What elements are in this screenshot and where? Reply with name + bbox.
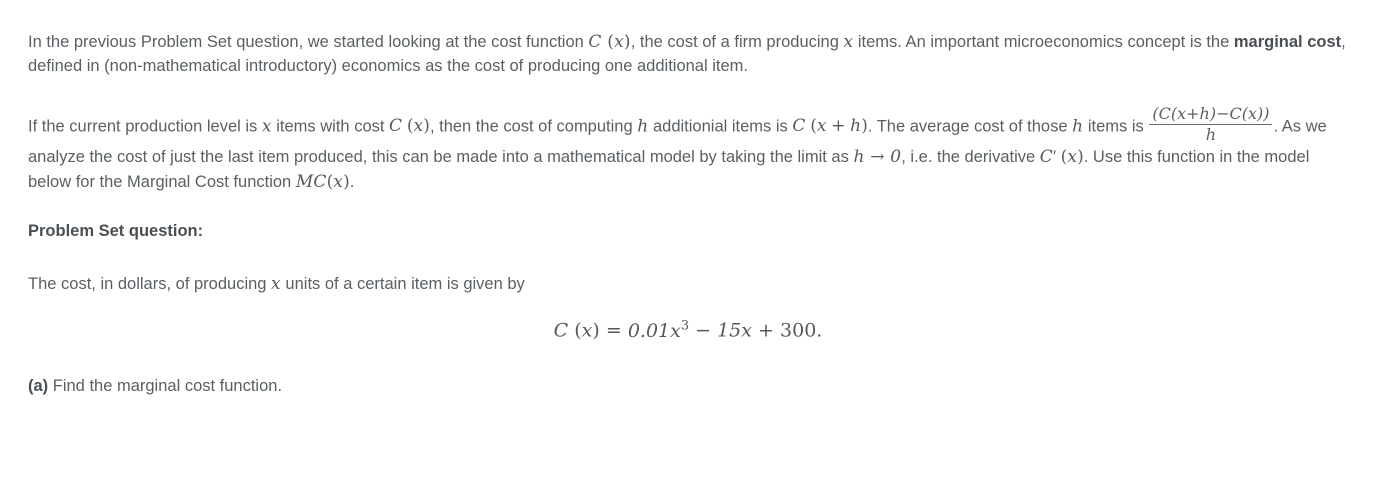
displayed-equation [28, 317, 1348, 345]
deriv-text-5: . The average cost of those [867, 117, 1073, 136]
math-h-2: h [1072, 116, 1084, 137]
deriv-text-1: If the current production level is [28, 117, 262, 136]
intro-text-2: , the cost of a firm producing [630, 33, 844, 51]
intro-text-1: In the previous Problem Set question, we started looking at the cost function [28, 33, 589, 51]
paragraph-intro [28, 30, 1348, 79]
math-cost-function: C (x) [588, 32, 631, 52]
paragraph-derivation [28, 105, 1348, 195]
equation-term-cubic: $0.01x^3$ [627, 318, 690, 342]
deriv-text-3: , then the cost of computing [429, 117, 638, 136]
equation-lhs: C (x) [553, 319, 600, 342]
math-cost-x-plus-h: C (x + h) [792, 116, 868, 137]
deriv-text-8: , i.e. the derivative [901, 147, 1040, 166]
math-h-1: h [637, 116, 649, 137]
equation-equals: = [605, 319, 622, 342]
fraction-denominator: h [1149, 124, 1272, 144]
deriv-text-9: . Use this function in the model below for the Marginal Cost function [28, 147, 1310, 191]
equation-exponent: 3 [680, 318, 690, 334]
equation-term-constant: 300 [780, 319, 817, 342]
problem-set-heading: Problem Set question: [28, 222, 204, 241]
intro-text-3: items. An important microeconomics concept is the [853, 33, 1234, 51]
deriv-text-10: . [349, 172, 355, 191]
math-limit-h-to-zero: h → 0 [853, 146, 902, 167]
math-cost-x: C (x) [389, 116, 430, 137]
equation-period: . [816, 319, 823, 342]
equation-plus: + [758, 319, 774, 342]
question-part-a-label: (a) [28, 377, 49, 396]
fraction-numerator: (C(x+h)−C(x)) [1152, 103, 1270, 123]
math-difference-quotient [1149, 105, 1272, 145]
math-x-2: x [261, 116, 272, 137]
question-part-a-text: Find the marginal cost function. [48, 377, 283, 396]
deriv-text-4: additionial items is [648, 117, 793, 136]
deriv-text-6: items is [1083, 117, 1149, 136]
math-c-prime-x: C′ (x) [1039, 146, 1084, 167]
deriv-text-2: items with cost [271, 117, 390, 136]
problem-text-2: units of a certain item is given by [280, 275, 525, 294]
math-marginal-cost-function: MC(x) [295, 171, 350, 192]
math-x-1: x [843, 32, 854, 52]
deriv-text-7: . As we analyze the cost of just the last item produced, this can be made into a mathematical model by taking the limit as [28, 117, 1327, 166]
paragraph-problem-statement [28, 272, 1348, 297]
intro-text-4: , defined in (non-mathematical introductory) economics as the cost of producing one additional item. [28, 33, 1346, 75]
problem-text-1: The cost, in dollars, of producing [28, 275, 272, 294]
equation-term-linear: 15x [717, 319, 752, 342]
term-marginal-cost: marginal cost [1233, 33, 1342, 51]
question-part-a [28, 375, 1348, 399]
equation-minus: − [695, 319, 712, 342]
math-x-3: x [271, 274, 281, 295]
